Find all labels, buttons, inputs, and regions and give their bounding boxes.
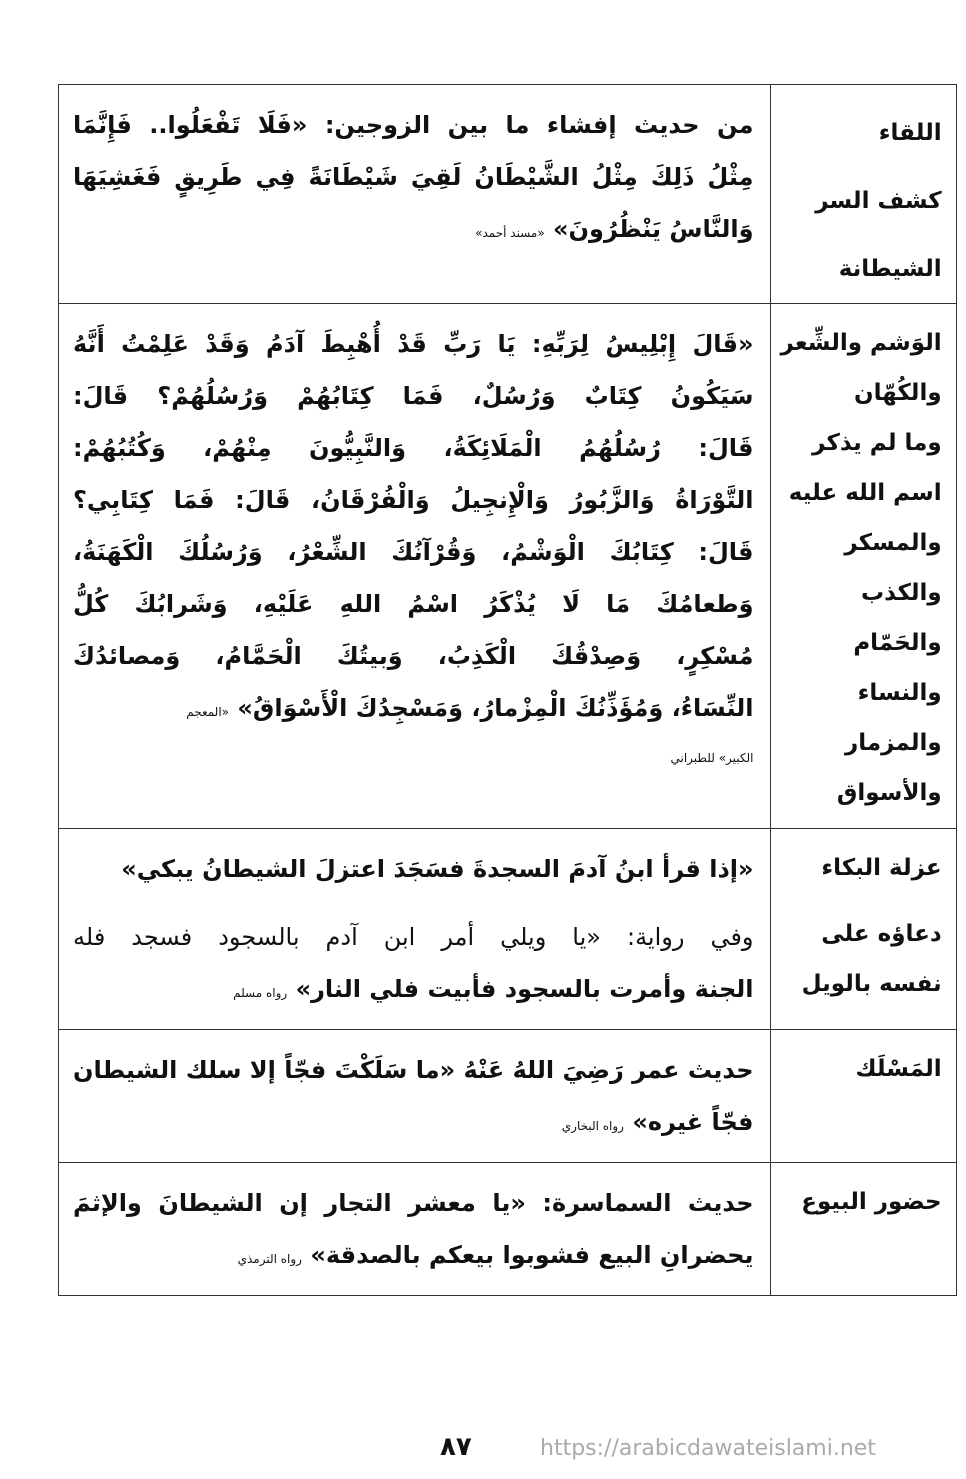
table-row: [59, 829, 957, 1030]
text-line: [73, 203, 754, 259]
text-cell: [59, 1030, 771, 1163]
table-row: [59, 1030, 957, 1163]
text-cell: [59, 1163, 771, 1296]
source: رواه مسلم: [233, 986, 288, 1000]
text-line: وَطعامُكَ مَا لَا يُذْكَرُ اسْمُ اللهِ عَلَيْهِ، وَشَرابُكَ كُلُّ: [73, 590, 754, 618]
text-line: [73, 682, 754, 738]
text: يحضرانِ البيع فشوبوا بيعكم بالصدقة»: [310, 1241, 754, 1269]
source: «المعجم: [186, 705, 230, 719]
topic: دعاؤه على: [821, 921, 942, 947]
topic: عزلة البكاء: [821, 855, 942, 881]
topic: اللقاء: [878, 120, 942, 146]
topic: والحَمّام: [853, 630, 942, 656]
text-line: مُسْكِرٍ، وَصِدْقُكَ الْكَذِبُ، وَبيتُكَ الْحَمَّامُ، وَمصائدُكَ: [73, 642, 754, 670]
text-line: من حديث إفشاء ما بين الزوجين: «فَلَا تَفْعَلُوا.. فَإِنَّمَا: [73, 111, 754, 139]
text-cell: [59, 304, 771, 829]
source: رواه الترمذي: [237, 1252, 302, 1266]
topic: الوَشم والشِّعر: [780, 330, 942, 356]
text-line: سَيَكُونُ كِتَابٌ وَرُسُلٌ، فَمَا كِتَابُهُمْ وَرُسُلُهُمْ؟ قَالَ:: [73, 382, 754, 410]
text: الجنة وأمرت بالسجود فأبيت فلي النار»: [295, 975, 754, 1003]
topic: والمزمار: [844, 730, 942, 756]
text-line: [73, 911, 754, 963]
text: فجّاً غيره»: [632, 1108, 754, 1136]
topic: والكذب: [861, 580, 942, 606]
text-line: [73, 963, 754, 1019]
topic-cell: [770, 829, 956, 1030]
topic: المَسْلَك: [855, 1056, 942, 1082]
text-line: التَّوْرَاةُ وَالزَّبُورُ وَالْإِنجِيلُ وَالْفُرْقَانُ، قَالَ: فَمَا كِتَابِي؟: [73, 486, 754, 514]
topic: نفسه بالويل: [801, 971, 942, 997]
text-line: «قَالَ إِبْلِيسُ لِرَبِّهِ: يَا رَبِّ قَدْ أُهْبِطَ آدَمُ وَقَدْ عَلِمْتُ أَنَّهُ: [73, 330, 754, 358]
table-row: [59, 304, 957, 829]
text-line: «إذا قرأ ابنُ آدمَ السجدةَ فسَجَدَ اعتزلَ الشيطانُ يبكي»: [121, 855, 754, 883]
source: الكبير» للطبراني: [670, 751, 754, 765]
topic: اسم الله عليه: [788, 480, 942, 506]
text-line: [73, 1096, 754, 1152]
table-row: [59, 85, 957, 304]
topic: حضور البيوع: [801, 1189, 942, 1215]
text-cell: [59, 85, 771, 304]
topic-cell: [770, 304, 956, 829]
topic: كشف السر: [815, 188, 942, 214]
topic: والكُهّان: [853, 380, 942, 406]
text-line: قَالَ: كِتَابُكَ الْوَشْمُ، وَقُرْآنُكَ الشِّعْرُ، وَرُسُلُكَ الْكَهَنَةُ،: [73, 538, 754, 566]
text-line: [73, 1229, 754, 1285]
text-line: قَالَ: رُسُلُهُمُ الْمَلَائِكَةُ، وَالنَّبِيُّونَ مِنْهُمْ، وَكُتُبُهُمْ:: [73, 434, 754, 462]
topic: والمسكر: [844, 530, 942, 556]
source: «مسند أحمد»: [475, 226, 545, 240]
topic: الشيطانة: [838, 256, 942, 282]
topic-cell: [770, 1163, 956, 1296]
text: النِّسَاءُ، وَمُؤَذِّنُكَ الْمِزْمارُ، وَمَسْجِدُكَ الْأَسْوَاقُ»: [237, 694, 754, 722]
watermark-url: https://arabicdawateislami.net: [540, 1436, 876, 1461]
text-line: مِثْلُ ذَلِكَ مِثْلُ الشَّيْطَانُ لَقِيَ شَيْطَانَةً فِي طَرِيقٍ فَغَشِيَهَا: [73, 163, 754, 191]
topic: والنساء: [857, 680, 942, 706]
text-cell: [59, 829, 771, 1030]
text-line: حديث السماسرة: «يا معشر التجار إن الشيطانَ والإثمَ: [73, 1189, 754, 1217]
topic-cell: [770, 1030, 956, 1163]
text-line: حديث عمر رَضِيَ اللهُ عَنْهُ «ما سَلَكْتَ فجّاً إلا سلك الشيطان: [73, 1056, 754, 1084]
source: رواه البخاري: [561, 1119, 624, 1133]
content-table: [58, 84, 957, 1296]
topic: والأسواق: [836, 780, 942, 806]
text: وفي رواية: «يا ويلي أمر ابن آدم بالسجود فسجد فله: [73, 923, 754, 951]
table-row: [59, 1163, 957, 1296]
text: وَالنَّاسُ يَنْظُرُونَ»: [553, 215, 754, 243]
topic: وما لم يذكر: [812, 430, 942, 456]
page-number: ٨٧: [440, 1432, 472, 1462]
topic-cell: [770, 85, 956, 304]
